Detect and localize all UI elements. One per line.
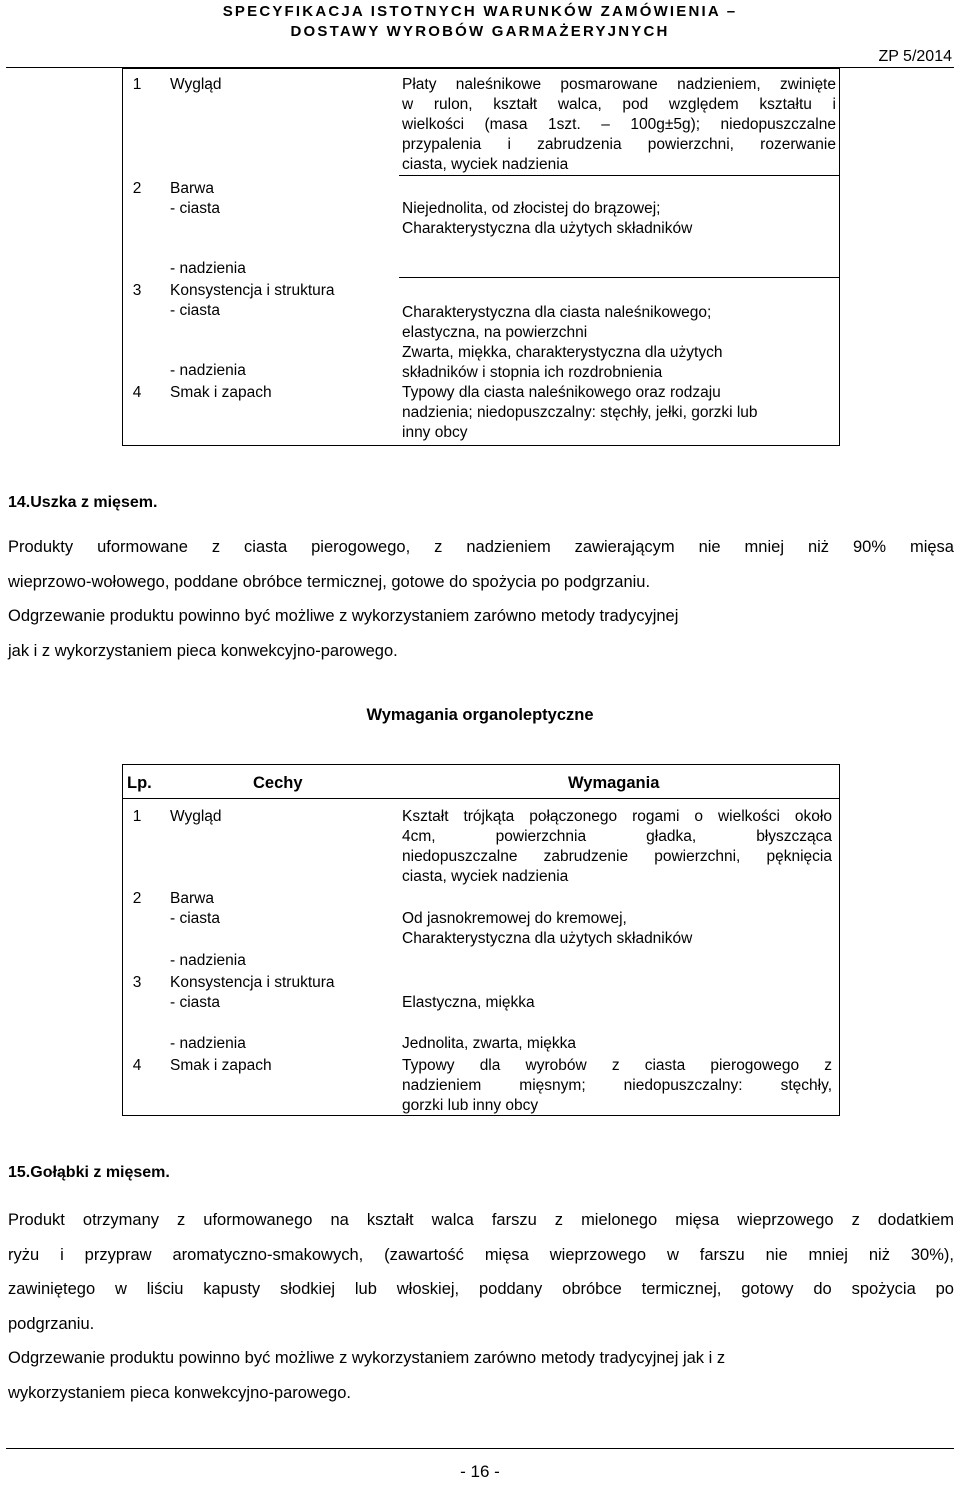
row-number: 1 xyxy=(132,76,142,93)
header-title-line2: DOSTAWY WYROBÓW GARMAŻERYJNYCH xyxy=(290,23,670,40)
feature-name: Konsystencja i struktura xyxy=(170,974,335,991)
row-number: 1 xyxy=(132,808,142,825)
table-rule xyxy=(123,798,839,799)
requirement-text: Typowy dla wyrobów z ciasta pierogowego z nadzieniem mięsnym; niedopuszczalny: stęchły, gorzki lub inny obcy xyxy=(402,1057,832,1114)
requirement-text: Typowy dla ciasta naleśnikowego oraz rodzaju nadzienia; niedopuszczalny: stęchły, jełki, gorzki lub inny obcy xyxy=(402,384,758,441)
feature-name: Wygląd xyxy=(170,808,222,825)
section-paragraph: Produkt otrzymany z uformowanego na kształt walca farszu z mielonego mięsa wieprzowego z dodatkiem ryżu i przypraw aromatyczno-smakowych, (zawartość mięsa wieprzowego w farszu nie mniej niż 30%), zawiniętego w liściu kapusty słodkiej lub włoskiej, poddany obróbce termicznej, gotowy do spożycia po podgrzaniu. Odgrzewanie produktu powinno być możliwe z wykorzystaniem zarówno metody tradycyjnej jak i z wykorzystaniem pieca konwekcyjno-parowego. xyxy=(8,1211,954,1402)
requirement-text: Kształt trójkąta połączonego rogami o wielkości około 4cm, powierzchnia gładka, błyszcząca niedopuszczalne zabrudzenie powierzchni, pęknięcia ciasta, wyciek nadzienia xyxy=(402,808,832,885)
column-header-cechy: Cechy xyxy=(253,774,303,792)
feature-sub: - nadzienia xyxy=(170,260,246,277)
feature-name: Wygląd xyxy=(170,76,222,93)
row-number: 2 xyxy=(132,890,142,907)
requirement-text: Charakterystyczna dla ciasta naleśnikowego; elastyczna, na powierzchni Zwarta, miękka, charakterystyczna dla użytych składników i stopnia ich rozdrobnienia xyxy=(402,304,723,381)
feature-sub: - nadzienia xyxy=(170,1035,246,1052)
requirement-text: Elastyczna, miękka xyxy=(402,994,535,1011)
requirement-text: Jednolita, zwarta, miękka xyxy=(402,1035,577,1052)
requirement-text: Od jasnokremowej do kremowej, Charakterystyczna dla użytych składników xyxy=(402,910,693,947)
column-header-lp: Lp. xyxy=(127,774,152,792)
table-rule xyxy=(399,175,839,176)
section-heading: 15.Gołąbki z mięsem. xyxy=(8,1164,170,1181)
subheading: Wymagania organoleptyczne xyxy=(366,706,594,724)
table-rule xyxy=(399,277,839,278)
row-number: 4 xyxy=(132,384,142,401)
feature-sub: - nadzienia xyxy=(170,362,246,379)
row-number: 4 xyxy=(132,1057,142,1074)
feature-sub: - nadzienia xyxy=(170,952,246,969)
feature-name: Barwa xyxy=(170,180,214,197)
header-title-line1: SPECYFIKACJA ISTOTNYCH WARUNKÓW ZAMÓWIENIA – xyxy=(222,3,738,20)
feature-sub: - ciasta xyxy=(170,200,220,217)
document-header xyxy=(0,2,960,42)
feature-name: Smak i zapach xyxy=(170,1057,272,1074)
row-number: 3 xyxy=(132,282,142,299)
feature-name: Konsystencja i struktura xyxy=(170,282,335,299)
feature-sub: - ciasta xyxy=(170,302,220,319)
section-paragraph: Produkty uformowane z ciasta pierogowego, z nadzieniem zawierającym nie mniej niż 90% mięsa wieprzowo-wołowego, poddane obróbce termicznej, gotowe do spożycia po podgrzaniu. Odgrzewanie produktu powinno być możliwe z wykorzystaniem zarówno metody tradycyjnej jak i z wykorzystaniem pieca konwekcyjno-parowego. xyxy=(8,538,954,660)
feature-name: Smak i zapach xyxy=(170,384,272,401)
organoleptic-table-nalesniki xyxy=(122,68,840,446)
document-code: ZP 5/2014 xyxy=(878,48,952,65)
footer-rule xyxy=(6,1448,954,1449)
row-number: 2 xyxy=(132,180,142,197)
requirement-text: Niejednolita, od złocistej do brązowej; Charakterystyczna dla użytych składników xyxy=(402,200,693,237)
feature-sub: - ciasta xyxy=(170,910,220,927)
column-header-wymagania: Wymagania xyxy=(568,774,660,792)
feature-sub: - ciasta xyxy=(170,994,220,1011)
section-heading: 14.Uszka z mięsem. xyxy=(8,494,158,511)
organoleptic-table-uszka xyxy=(122,764,840,1116)
requirement-text: Płaty naleśnikowe posmarowane nadzieniem, zwinięte w rulon, kształt walca, pod względem kształtu i wielkości (masa 1szt. – 100g±5g); niedopuszczalne przypalenia i zabrudzenia powierzchni, rozerwanie ciasta, wyciek nadzienia xyxy=(402,76,836,173)
page-number: - 16 - xyxy=(460,1462,500,1481)
feature-name: Barwa xyxy=(170,890,214,907)
row-number: 3 xyxy=(132,974,142,991)
